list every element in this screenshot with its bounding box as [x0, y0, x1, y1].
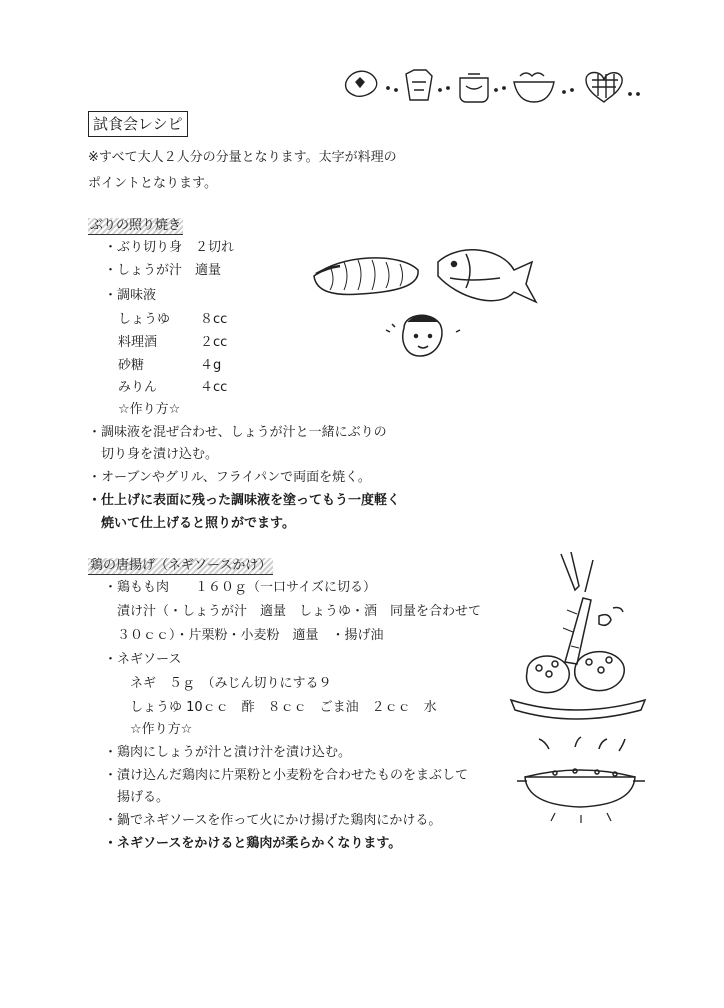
seasoning-name-1: しょうゆ: [118, 312, 171, 327]
recipe2-line-4: ・ネギソース: [104, 652, 182, 667]
recipe1-step-1b: 切り身を漬け込む。: [88, 447, 219, 462]
recipe1-step-3b: 焼いて仕上げると照りがでます。: [88, 516, 295, 531]
recipe2-line-5: ネギ ５ｇ （みじん切りにする９: [104, 676, 332, 691]
seasoning-name-2: 料理酒: [118, 335, 158, 350]
seasoning-name-4: みりん: [118, 380, 158, 395]
intro-line-2: ポイントとなります。: [88, 176, 217, 191]
recipe2-step-4: ・ネギソースをかけると鶏肉が柔らかくなります。: [104, 836, 402, 851]
frying-pot-drawing: [525, 777, 635, 807]
seasoning-name-3: 砂糖: [118, 358, 145, 373]
recipe2-method-label: ☆作り方☆: [130, 722, 193, 737]
page-title: 試食会レシピ: [88, 111, 188, 137]
seasoning-amount-4: ４cc: [200, 380, 228, 395]
recipe1-step-1: ・調味液を混ぜ合わせ、しょうが汁と一緒にぶりの: [88, 425, 387, 440]
seasoning-amount-3: ４g: [200, 358, 222, 373]
recipe2-line-1: ・鶏もも肉 １６０ｇ（一口サイズに切る）: [104, 580, 376, 595]
whole-fish-drawing: [438, 250, 536, 302]
recipe1-ingredient-2: ・しょうが汁 適量: [104, 263, 222, 278]
pot-illustration: [515, 735, 650, 825]
recipe2-step-2: ・漬け込んだ鶏肉に片栗粉と小麦粉を合わせたものをまぶして: [104, 768, 469, 783]
seasoning-amount-1: ８cc: [200, 312, 228, 327]
recipe2-line-6: しょうゆ 10ｃｃ 酢 ８ｃｃ ごま油 ２ｃｃ 水: [104, 700, 437, 715]
recipe2-step-2b: 揚げる。: [104, 790, 170, 805]
intro-line-1: ※すべて大人２人分の分量となります。太字が料理の: [88, 150, 397, 165]
recipe2-step-3: ・鍋でネギソースを作って火にかけ揚げた鶏肉にかける。: [104, 813, 442, 828]
recipe1-ingredient-3: ・調味液: [104, 288, 157, 303]
recipe2-step-1: ・鶏肉にしょうが汁と漬け汁を漬け込む。: [104, 745, 352, 760]
recipe2-heading: 鶏の唐揚げ（ネギソースかけ）: [90, 558, 272, 573]
plate-drawing: [511, 700, 645, 719]
karaage-leek-illustration: [505, 550, 655, 725]
recipe1-step-3: ・仕上げに表面に残った調味液を塗ってもう一度軽く: [88, 493, 401, 508]
chicken-pieces-drawing: [527, 656, 570, 693]
yellowtail-illustration: [300, 240, 540, 370]
pot-doodle: [460, 74, 488, 102]
kitchen-doodle-border: [342, 60, 642, 110]
recipe1-ingredient-1: ・ぶり切り身 ２切れ: [104, 240, 235, 255]
recipe2-line-2: 漬け汁（・しょうが汁 適量 しょうゆ・酒 同量を合わせて: [104, 604, 482, 619]
apron-doodle: [406, 70, 432, 100]
recipe1-heading: ぶりの照り焼き: [90, 218, 182, 233]
recipe1-method-label: ☆作り方☆: [118, 402, 181, 417]
recipe2-line-3: ３０ｃｃ）・片栗粉・小麦粉 適量 ・揚げ油: [104, 628, 384, 643]
bowl-doodle: [514, 82, 554, 102]
recipe1-step-2: ・オーブンやグリル、フライパンで両面を焼く。: [88, 470, 371, 485]
seasoning-amount-2: ２cc: [200, 335, 228, 350]
